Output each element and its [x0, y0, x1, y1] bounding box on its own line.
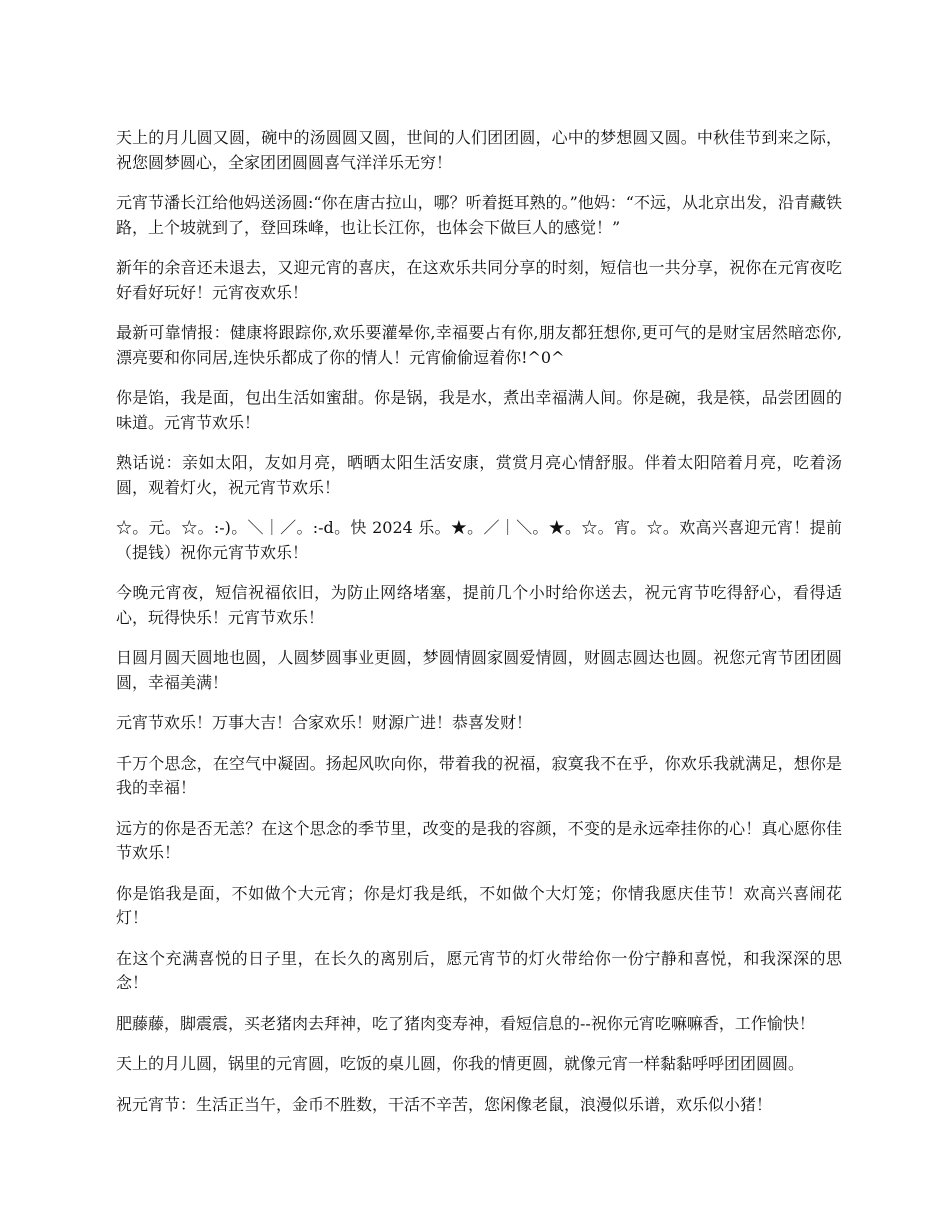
paragraph: 新年的余音还未退去，又迎元宵的喜庆，在这欢乐共同分享的时刻，短信也一共分享，祝你在元宵夜吃好看好玩好！元宵夜欢乐！ [116, 258, 842, 302]
paragraph: 最新可靠情报：健康将跟踪你,欢乐要灌晕你,幸福要占有你,朋友都狂想你,更可气的是财宝居然暗恋你,漂亮要和你同居,连快乐都成了你的情人！元宵偷偷逗着你!^0^ [116, 323, 842, 367]
document-body [116, 126, 842, 1133]
paragraph: 天上的月儿圆又圆，碗中的汤圆圆又圆，世间的人们团团圆，心中的梦想圆又圆。中秋佳节到来之际，祝您圆梦圆心，全家团团圆圆喜气洋洋乐无穷！ [116, 128, 842, 172]
paragraph: 你是馅我是面，不如做个大元宵；你是灯我是纸，不如做个大灯笼；你情我愿庆佳节！欢高兴喜闹花灯！ [116, 883, 842, 927]
paragraph: 天上的月儿圆，锅里的元宵圆，吃饭的桌儿圆，你我的情更圆，就像元宵一样黏黏呼呼团团圆圆。 [116, 1054, 805, 1073]
paragraph: 今晚元宵夜，短信祝福依旧，为防止网络堵塞，提前几个小时给你送去，祝元宵节吃得舒心，看得适心，玩得快乐！元宵节欢乐！ [116, 583, 842, 627]
paragraph: 远方的你是否无恙？在这个思念的季节里，改变的是我的容颜，不变的是永远牵挂你的心！真心愿你佳节欢乐！ [116, 818, 842, 862]
paragraph: 肥藤藤，脚震震，买老猪肉去拜神，吃了猪肉变寿神，看短信息的--祝你元宵吃嘛嘛香，工作愉快！ [116, 1013, 815, 1033]
paragraph: ☆。元。☆。:-)。＼｜／。:-d。快 2024 乐。★。／｜＼。★。☆。宵。☆。欢高兴喜迎元宵！提前（提钱）祝你元宵节欢乐！ [116, 518, 842, 562]
paragraph: 你是馅，我是面，包出生活如蜜甜。你是锅，我是水，煮出幸福满人间。你是碗，我是筷，品尝团圆的味道。元宵节欢乐！ [116, 388, 842, 432]
paragraph: 祝元宵节：生活正当午，金币不胜数，干活不辛苦，您闲像老鼠，浪漫似乐谱，欢乐似小猪！ [116, 1094, 773, 1114]
paragraph: 千万个思念，在空气中凝固。扬起风吹向你，带着我的祝福，寂寞我不在乎，你欢乐我就满足，想你是我的幸福！ [116, 753, 842, 797]
paragraph: 元宵节潘长江给他妈送汤圆:“你在唐古拉山，哪？听着挺耳熟的。”他妈：“不远，从北京出发，沿青藏铁路，上个坡就到了，登回珠峰，也让长江你，也体会下做巨人的感觉！” [116, 193, 842, 237]
paragraph: 日圆月圆天圆地也圆，人圆梦圆事业更圆，梦圆情圆家圆爱情圆，财圆志圆达也圆。祝您元宵节团团圆圆，幸福美满！ [116, 648, 842, 692]
paragraph: 在这个充满喜悦的日子里，在长久的离别后，愿元宵节的灯火带给你一份宁静和喜悦，和我深深的思念！ [116, 948, 842, 992]
paragraph: 元宵节欢乐！万事大吉！合家欢乐！财源广进！恭喜发财！ [116, 713, 533, 732]
paragraph: 熟话说：亲如太阳，友如月亮，晒晒太阳生活安康，赏赏月亮心情舒服。伴着太阳陪着月亮，吃着汤圆，观着灯火，祝元宵节欢乐！ [116, 453, 842, 497]
